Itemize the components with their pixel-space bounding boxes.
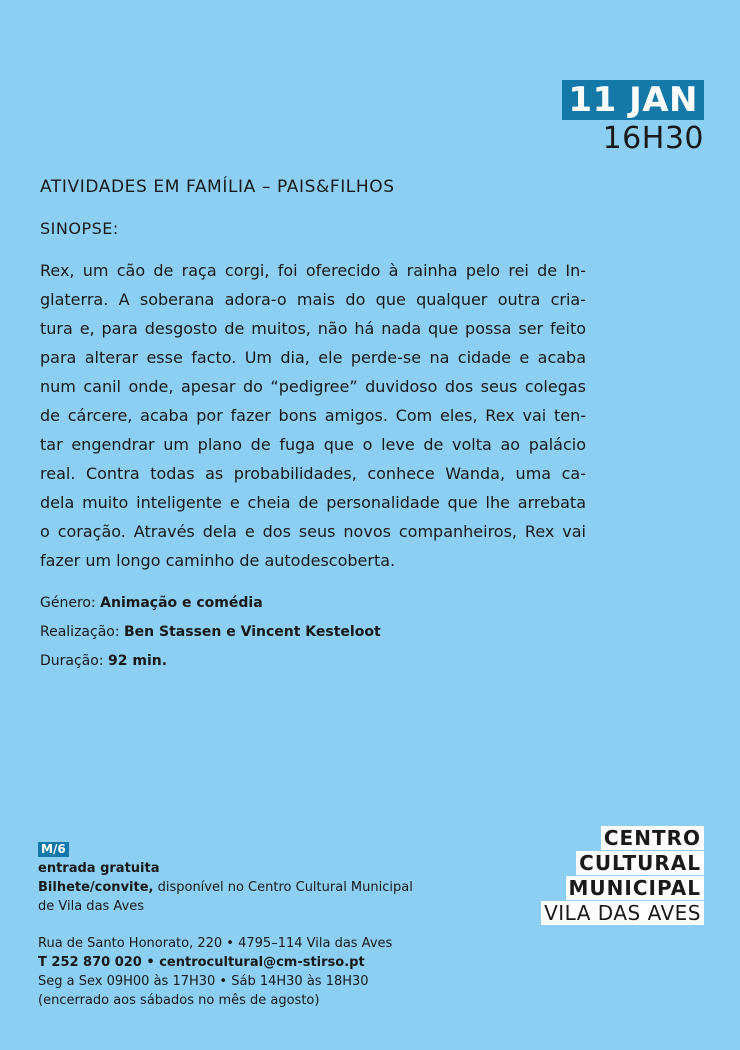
event-category: ATIVIDADES EM FAMÍLIA – PAIS&FILHOS [40, 177, 395, 197]
ticket-text: disponível no Centro Cultural Municipal [153, 880, 413, 895]
director-row [40, 618, 381, 647]
synopsis-line: real. Contra todas as probabilidades, conhece Wanda, uma ca- [40, 464, 586, 483]
footer-info [38, 840, 413, 1010]
age-rating-badge: M/6 [38, 842, 69, 857]
synopsis-line: dela muito inteligente e cheia de personalidade que lhe arrebata [40, 493, 586, 512]
credits [40, 589, 381, 676]
director-label: Realização: [40, 624, 120, 640]
duration-value: 92 min. [108, 653, 168, 669]
logo-line-3: MUNICIPAL [566, 876, 705, 900]
synopsis-line: Rex, um cão de raça corgi, foi oferecido à rainha pelo rei de In- [40, 261, 586, 280]
contact: T 252 870 020 • centrocultural@cm-stirso.pt [38, 955, 365, 970]
genre-row [40, 589, 381, 618]
address: Rua de Santo Honorato, 220 • 4795–114 Vila das Aves [38, 936, 393, 951]
director-value: Ben Stassen e Vincent Kesteloot [124, 624, 381, 640]
genre-value: Animação e comédia [100, 595, 263, 611]
event-date: 11 JAN [562, 80, 704, 120]
entry-info: entrada gratuita [38, 861, 160, 876]
duration-label: Duração: [40, 653, 104, 669]
synopsis-text [40, 256, 586, 575]
event-date-block [562, 80, 704, 156]
synopsis-line: de cárcere, acaba por fazer bons amigos. Com eles, Rex vai ten- [40, 406, 586, 425]
ticket-text-cont: de Vila das Aves [38, 899, 145, 914]
logo-line-4: VILA DAS AVES [541, 901, 704, 925]
opening-hours: Seg a Sex 09H00 às 17H30 • Sáb 14H30 às 18H30 [38, 974, 369, 989]
synopsis-line: fazer um longo caminho de autodescoberta. [40, 551, 396, 570]
synopsis-line: o coração. Através dela e dos seus novos companheiros, Rex vai [40, 522, 586, 541]
ticket-label: Bilhete/convite, [38, 880, 154, 895]
synopsis-line: tar engendrar um plano de fuga que o leve de volta ao palácio [40, 435, 586, 454]
venue-logo [541, 826, 704, 926]
closed-note: (encerrado aos sábados no mês de agosto) [38, 993, 320, 1008]
synopsis-line: glaterra. A soberana adora-o mais do que qualquer outra cria- [40, 290, 586, 309]
synopsis-line: num canil onde, apesar do “pedigree” duvidoso dos seus colegas [40, 377, 586, 396]
synopsis-line: para alterar esse facto. Um dia, ele perde-se na cidade e acaba [40, 348, 586, 367]
logo-line-2: CULTURAL [576, 851, 704, 875]
logo-line-1: CENTRO [601, 826, 704, 850]
duration-row [40, 647, 381, 676]
genre-label: Género: [40, 595, 96, 611]
ticket-info [38, 878, 413, 897]
synopsis-label: SINOPSE: [40, 219, 119, 238]
event-time: 16H30 [602, 121, 704, 156]
synopsis-line: tura e, para desgosto de muitos, não há nada que possa ser feito [40, 319, 586, 338]
